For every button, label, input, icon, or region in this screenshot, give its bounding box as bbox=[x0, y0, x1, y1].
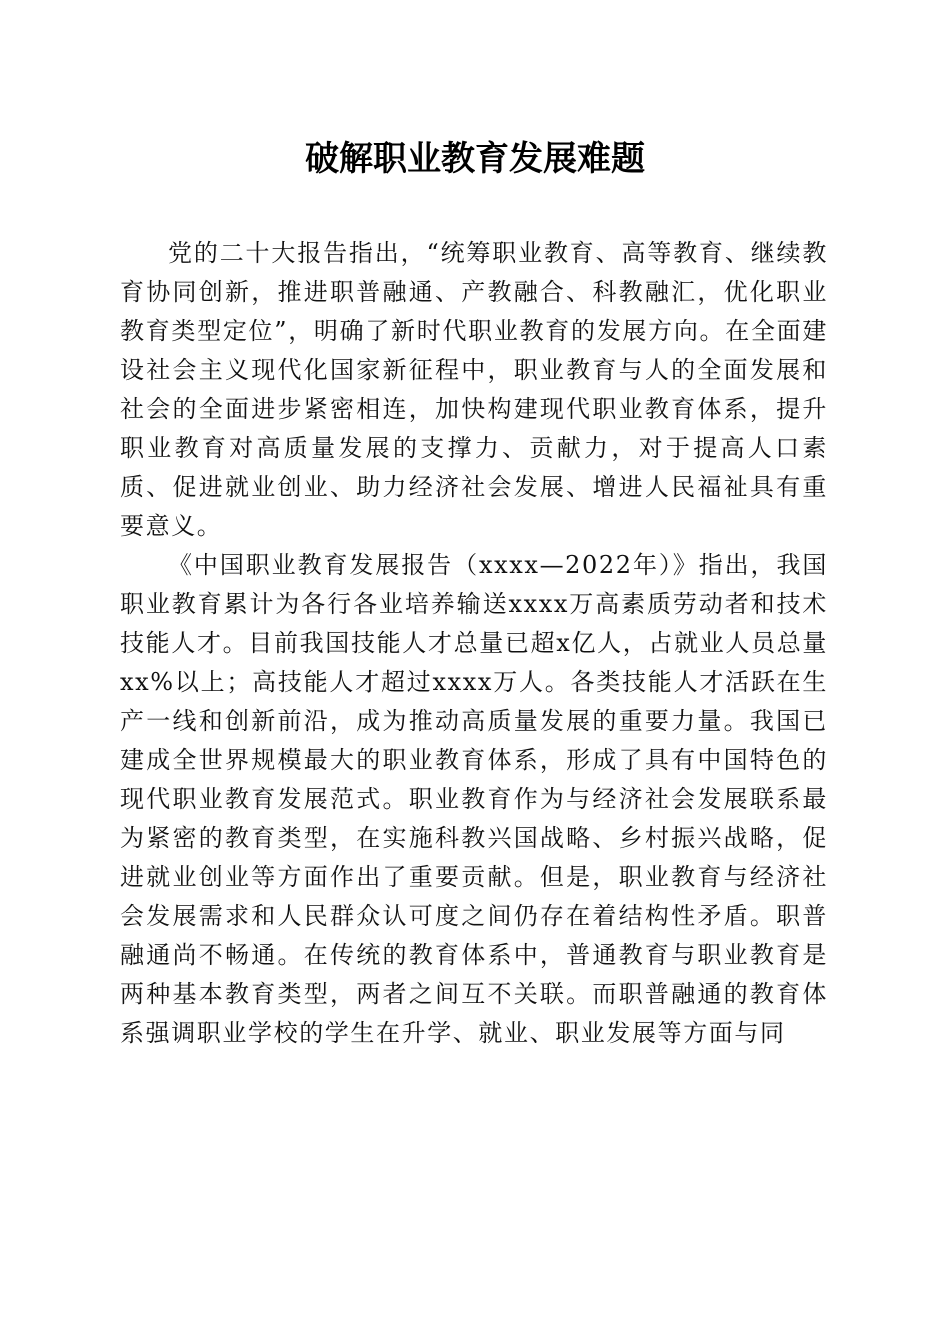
document-title: 破解职业教育发展难题 bbox=[305, 139, 645, 179]
document-body bbox=[120, 234, 828, 1053]
paragraph-report: 《中国职业教育发展报告（xxxx—2022年）》指出，我国职业教育累计为各行各业培养输送xxxx万高素质劳动者和技术技能人才。目前我国技能人才总量已超x亿人，占就业人员总量xx%以上；高技能人才超过xxxx万人。各类技能人才活跃在生产一线和创新前沿，成为推动高质量发展的重要力量。我国已建成全世界规模最大的职业教育体系，形成了具有中国特色的现代职业教育发展范式。职业教育作为与经济社会发展联系最为紧密的教育类型，在实施科教兴国战略、乡村振兴战略，促进就业创业等方面作出了重要贡献。但是，职业教育与经济社会发展需求和人民群众认可度之间仍存在着结构性矛盾。职普融通尚不畅通。在传统的教育体系中，普通教育与职业教育是两种基本教育类型，两者之间互不关联。而职普融通的教育体系强调职业学校的学生在升学、就业、职业发展等方面与同 bbox=[120, 551, 828, 1047]
paragraph-intro: 党的二十大报告指出，“统筹职业教育、高等教育、继续教育协同创新，推进职普融通、产教融合、科教融汇，优化职业教育类型定位”，明确了新时代职业教育的发展方向。在全面建设社会主义现代化国家新征程中，职业教育与人的全面发展和社会的全面进步紧密相连，加快构建现代职业教育体系，提升职业教育对高质量发展的支撑力、贡献力，对于提高人口素质、促进就业创业、助力经济社会发展、增进人民福祉具有重要意义。 bbox=[120, 239, 828, 540]
